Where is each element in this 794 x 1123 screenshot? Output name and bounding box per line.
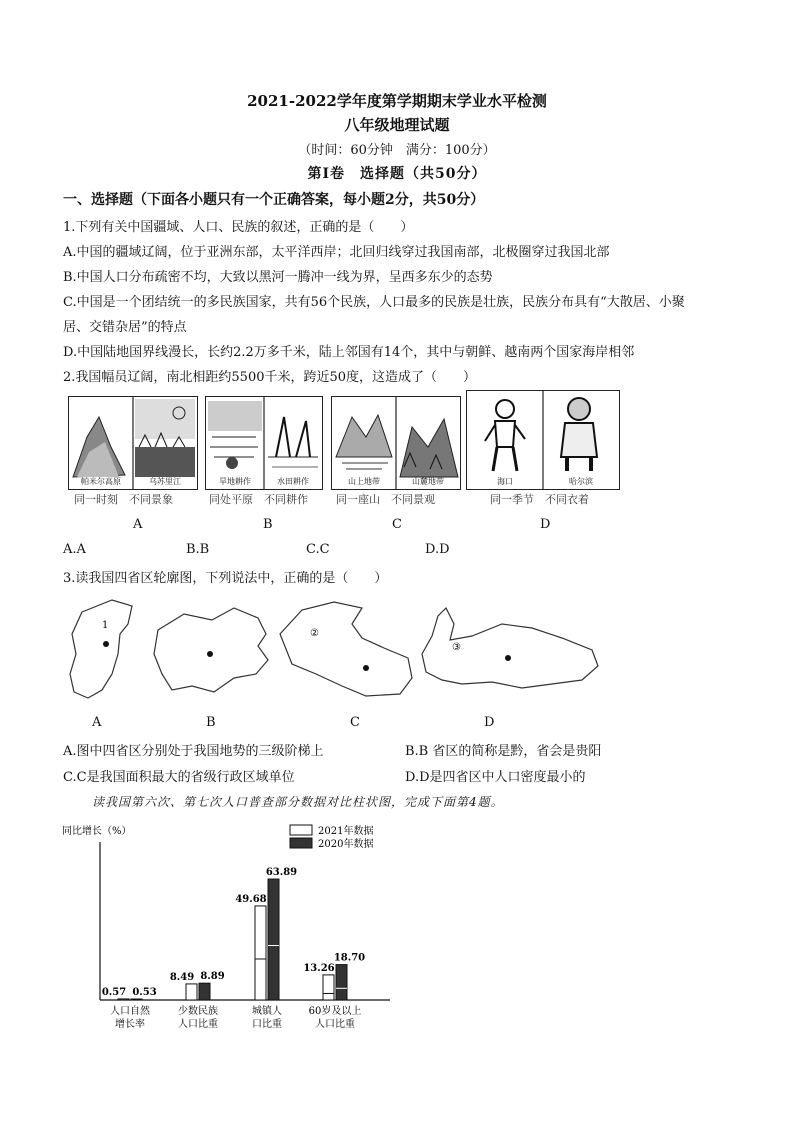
bar-0-0 bbox=[118, 999, 129, 1000]
province-c-outline bbox=[280, 602, 412, 696]
province-c-capital bbox=[363, 665, 369, 671]
chart-bars bbox=[102, 867, 365, 1000]
bar-value-label-0-0: 0.57 bbox=[101, 986, 127, 998]
section-heading: 一、选择题（下面各小题只有一个正确答案，每小题2分，共50分） bbox=[63, 192, 485, 208]
province-a-outline bbox=[70, 600, 132, 698]
picture-d bbox=[466, 390, 620, 490]
province-b-outline bbox=[154, 608, 268, 692]
picture-d-left-caption: 海口 bbox=[497, 477, 513, 486]
province-d-label: ③ bbox=[452, 642, 461, 653]
bar-value-label-1-1: 8.89 bbox=[200, 971, 225, 983]
legend-swatch-1 bbox=[290, 838, 312, 848]
q3-option-a: A.图中四省区分别处于我国地势的三级阶梯上 bbox=[63, 744, 324, 759]
q3-option-c: C.C是我国面积最大的省级行政区域单位 bbox=[63, 770, 295, 785]
q2-option-c: C.C bbox=[306, 542, 330, 557]
picture-c-label: 同一座山 不同景观 bbox=[336, 493, 435, 506]
map-letter-a: A bbox=[92, 715, 102, 730]
picture-c-letter: C bbox=[392, 517, 402, 532]
time-score: （时间：60分钟 满分：100分） bbox=[298, 143, 496, 158]
bar-value-label-0-3: 13.26 bbox=[303, 962, 335, 974]
bar-1-0 bbox=[131, 999, 142, 1000]
picture-a-right-caption: 乌苏里江 bbox=[149, 477, 181, 486]
exam-subtitle: 八年级地理试题 bbox=[344, 116, 450, 134]
picture-c bbox=[331, 396, 461, 490]
category-label-2-0: 城镇人 bbox=[252, 1006, 282, 1017]
chart-y-axis-label: 同比增长（%） bbox=[62, 826, 132, 837]
q1-option-c: C.中国是一个团结统一的多民族国家，共有56个民族，人口最多的民族是壮族，民族分布具有“大散居、小聚 bbox=[63, 295, 685, 310]
bar-0-2 bbox=[255, 906, 266, 1000]
province-a-capital bbox=[103, 641, 109, 647]
picture-a-letter: A bbox=[133, 517, 143, 532]
picture-b bbox=[205, 396, 323, 490]
picture-c-right-caption: 山麓地带 bbox=[412, 477, 444, 486]
picture-b-right-caption: 水田耕作 bbox=[277, 477, 309, 486]
legend-label-0: 2021年数据 bbox=[318, 826, 374, 837]
q3-option-b: B.B 省区的简称是黔，省会是贵阳 bbox=[405, 744, 602, 759]
chart-legend bbox=[290, 824, 373, 850]
province-d-capital bbox=[505, 655, 511, 661]
picture-a-left-caption: 帕米尔高原 bbox=[81, 477, 121, 486]
picture-b-left-caption: 旱地耕作 bbox=[219, 477, 251, 486]
q1-stem: 1.下列有关中国疆域、人口、民族的叙述，正确的是（ ） bbox=[63, 220, 414, 235]
category-label-0-0: 人口自然 bbox=[110, 1006, 150, 1017]
category-label-0-1: 增长率 bbox=[115, 1019, 145, 1030]
map-letter-c: C bbox=[350, 715, 360, 730]
bar-value-label-1-3: 18.70 bbox=[333, 952, 366, 964]
q4-intro: 读我国第六次、第七次人口普查部分数据对比柱状图，完成下面第4题。 bbox=[92, 795, 504, 809]
q1-option-d: D.中国陆地国界线漫长，长约2.2万多千米，陆上邻国有14个，其中与朝鲜、越南两个国家海岸相邻 bbox=[63, 345, 635, 360]
map-letter-d: D bbox=[484, 715, 495, 730]
province-b-capital bbox=[207, 651, 213, 657]
q2-option-a: A.A bbox=[63, 542, 86, 557]
map-letter-b: B bbox=[206, 715, 216, 730]
category-label-3-1: 人口比重 bbox=[315, 1019, 355, 1030]
population-chart bbox=[60, 818, 400, 1040]
category-label-1-1: 人口比重 bbox=[178, 1019, 218, 1030]
q1-option-c-cont: 居、交错杂居”的特点 bbox=[63, 320, 187, 335]
province-outlines bbox=[62, 594, 662, 710]
exam-title: 2021-2022学年度第学期期末学业水平检测 bbox=[247, 92, 547, 110]
picture-d-right-caption: 哈尔滨 bbox=[569, 477, 593, 486]
picture-b-label: 同处平原 不同耕作 bbox=[209, 493, 308, 506]
legend-label-1: 2020年数据 bbox=[318, 839, 374, 850]
bar-value-label-1-2: 63.89 bbox=[265, 867, 298, 879]
category-label-2-1: 口比重 bbox=[252, 1019, 282, 1030]
province-c-label: ② bbox=[310, 628, 319, 639]
bar-0-1 bbox=[186, 984, 197, 1000]
bar-0-3 bbox=[323, 975, 334, 1000]
q1-option-b: B.中国人口分布疏密不均，大致以黑河一腾冲一线为界，呈西多东少的态势 bbox=[63, 270, 493, 285]
picture-b-letter: B bbox=[263, 517, 273, 532]
bar-value-label-0-1: 8.49 bbox=[169, 971, 195, 983]
province-a-label: 1 bbox=[102, 620, 109, 631]
picture-a bbox=[68, 396, 198, 490]
legend-swatch-0 bbox=[290, 825, 312, 835]
bar-1-3 bbox=[336, 965, 347, 1000]
q2-stem: 2.我国幅员辽阔，南北相距约5500千米，跨近50度，这造成了（ ） bbox=[63, 370, 477, 385]
q2-option-b: B.B bbox=[186, 542, 210, 557]
bar-1-2 bbox=[268, 879, 279, 1000]
bar-value-label-0-2: 49.68 bbox=[235, 893, 267, 905]
q1-option-a: A.中国的疆域辽阔，位于亚洲东部，太平洋西岸；北回归线穿过我国南部，北极圈穿过我国北部 bbox=[63, 245, 610, 260]
picture-a-label: 同一时刻 不同景象 bbox=[74, 493, 173, 506]
q3-stem: 3.读我国四省区轮廓图，下列说法中，正确的是（ ） bbox=[63, 571, 388, 586]
category-label-1-0: 少数民族 bbox=[178, 1006, 218, 1017]
bar-value-label-1-0: 0.53 bbox=[132, 986, 157, 998]
clothing-illustration bbox=[467, 391, 619, 489]
bar-1-1 bbox=[199, 983, 210, 1000]
picture-d-label: 同一季节 不同衣着 bbox=[490, 493, 589, 506]
volume-heading: 第Ⅰ卷 选择题（共50分） bbox=[307, 166, 487, 182]
picture-c-left-caption: 山上地带 bbox=[348, 477, 380, 486]
category-label-3-0: 60岁及以上 bbox=[308, 1006, 362, 1017]
chart-category-labels bbox=[110, 1004, 361, 1030]
q2-option-d: D.D bbox=[425, 542, 450, 557]
q3-option-d: D.D是四省区中人口密度最小的 bbox=[405, 770, 586, 785]
province-d-outline bbox=[422, 608, 598, 688]
picture-d-letter: D bbox=[540, 517, 551, 532]
